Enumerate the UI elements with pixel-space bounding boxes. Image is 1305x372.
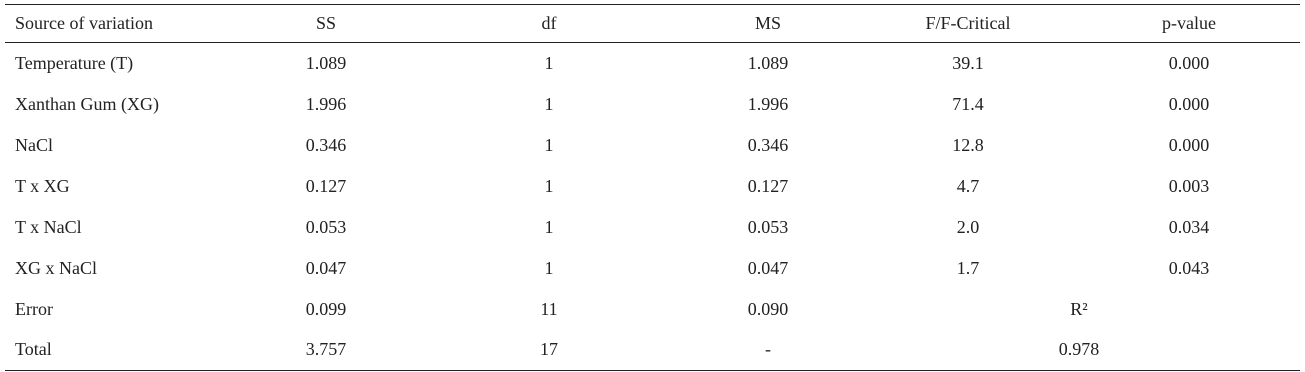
df-cell: 1 [544,257,554,278]
df-cell: 1 [544,134,554,155]
source-cell: Temperature (T) [15,52,134,73]
table-row-error [5,289,1300,330]
source-cell: Total [5,330,232,371]
source-cell: Error [15,298,53,319]
ss-cell: 0.127 [305,175,347,196]
table-row [5,166,1300,207]
ss-cell: 1.089 [305,52,347,73]
header-f-critical: F/F-Critical [858,5,1078,43]
source-cell: NaCl [15,134,53,155]
f-cell: 4.7 [956,175,980,196]
table-row [5,84,1300,125]
source-cell: T x XG [15,175,70,196]
ss-cell: 1.996 [305,93,347,114]
p-value-cell: 0.034 [1168,216,1210,237]
ms-cell: 0.346 [747,134,789,155]
f-cell: 2.0 [956,216,980,237]
source-cell: XG x NaCl [15,257,97,278]
header-df: df [420,5,678,43]
df-cell: 1 [544,175,554,196]
anova-table-container [5,4,1300,371]
header-ss: SS [232,5,420,43]
table-row [5,248,1300,289]
ss-cell: 0.099 [305,298,347,319]
f-cell: 12.8 [952,134,984,155]
ss-cell: 3.757 [232,330,420,371]
header-source: Source of variation [5,5,232,43]
table-row-total [5,330,1300,371]
header-p-value: p-value [1078,5,1300,43]
ms-cell: - [678,330,858,371]
ms-cell: 0.047 [747,257,789,278]
f-cell: 1.7 [956,257,980,278]
source-cell: T x NaCl [15,216,82,237]
table-row [5,125,1300,166]
ms-cell: 0.127 [747,175,789,196]
f-cell: 71.4 [952,93,984,114]
ms-cell: 1.996 [747,93,789,114]
p-value-cell: 0.003 [1168,175,1210,196]
p-value-cell: 0.000 [1168,134,1210,155]
df-cell: 11 [540,298,558,319]
source-cell: Xanthan Gum (XG) [15,93,159,114]
df-cell: 1 [544,52,554,73]
table-row [5,207,1300,248]
df-cell: 1 [544,216,554,237]
df-cell: 17 [420,330,678,371]
ms-cell: 1.089 [747,52,789,73]
ss-cell: 0.053 [305,216,347,237]
ms-cell: 0.053 [747,216,789,237]
p-value-cell: 0.000 [1168,52,1210,73]
ms-cell: 0.090 [747,298,789,319]
r-squared-label: R² [1070,298,1088,319]
ss-cell: 0.047 [305,257,347,278]
p-value-cell: 0.000 [1168,93,1210,114]
anova-table [5,4,1300,371]
header-row [5,5,1300,43]
f-cell: 39.1 [952,52,984,73]
header-ms: MS [678,5,858,43]
p-value-cell: 0.043 [1168,257,1210,278]
df-cell: 1 [544,93,554,114]
table-row [5,43,1300,84]
r-squared-value: 0.978 [858,330,1300,371]
ss-cell: 0.346 [305,134,347,155]
